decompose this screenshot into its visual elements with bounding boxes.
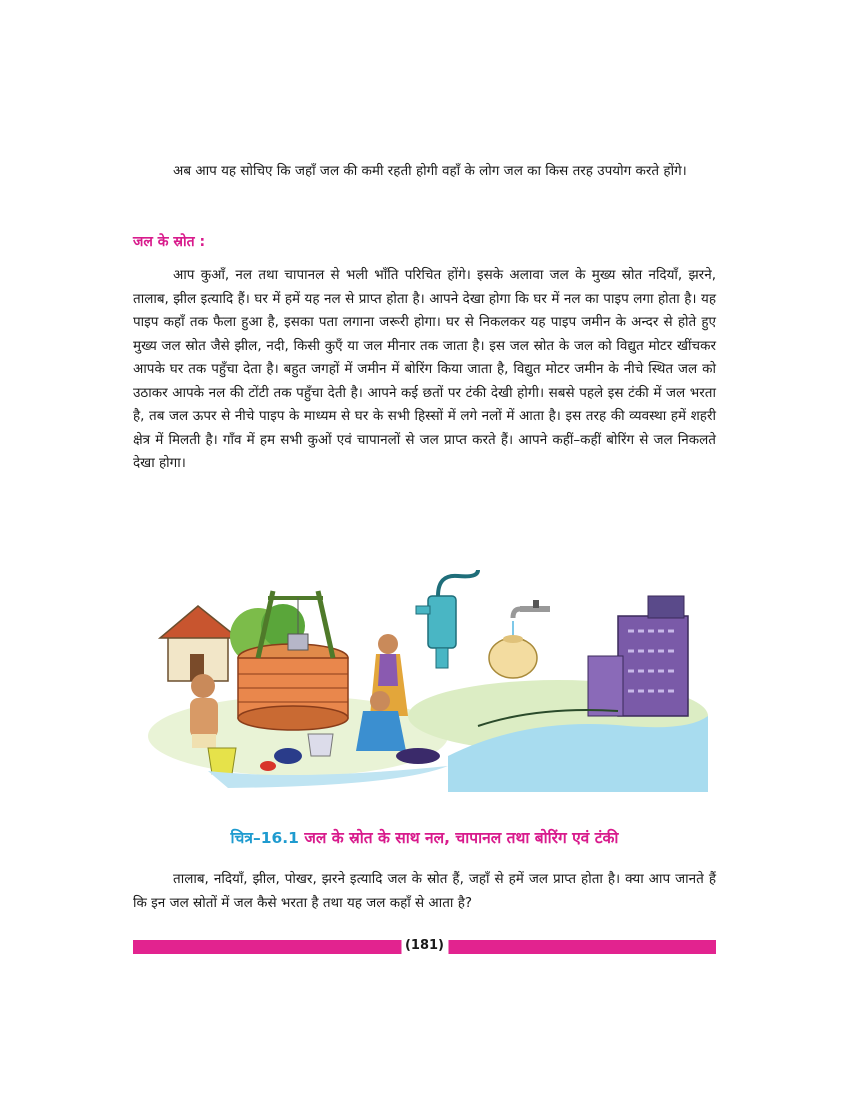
- water-sources-illustration: [148, 566, 708, 792]
- closing-paragraph: तालाब, नदियाँ, झील, पोखर, झरने इत्यादि जल के स्रोत हैं, जहाँ से हमें जल प्राप्त होता है। क्या आप जानते हैं कि इन जल स्रोतों में जल कैसे भरता है तथा यह जल कहाँ से आता है?: [133, 871, 716, 911]
- hut-icon: [160, 606, 238, 681]
- bathing-person-icon: [190, 674, 218, 748]
- section-heading: जल के स्रोत :: [133, 234, 206, 250]
- pot-icon: [489, 635, 537, 678]
- figure-caption-text: जल के स्रोत के साथ नल, चापानल तथा बोरिंग एवं टंकी: [304, 829, 619, 847]
- figure-caption-label: चित्र–16.1: [230, 829, 299, 847]
- hand-pump-icon: [416, 570, 478, 668]
- water-tank-building-icon: [588, 596, 688, 716]
- main-paragraph: आप कुआँ, नल तथा चापानल से भली भाँति परिचित होंगे। इसके अलावा जल के मुख्य स्रोत नदियाँ, झरने, तालाब, झील इत्यादि हैं। घर में हमें यह नल से प्राप्त होता है। आपने देखा होगा कि घर में नल का पाइप लगा होता है। यह पाइप कहाँ तक फैला हुआ है, इसका पता लगाना जरूरी होगा। घर से निकलकर यह पाइप जमीन के अन्दर से होते हुए मुख्य जल स्रोत जैसे झील, नदी, किसी कुएँ या जल मीनार तक जाता है। इस जल स्रोत के जल को विद्युत मोटर खींचकर आपके घर तक पहुँचा देता है। बहुत जगहों में जमीन में बोरिंग किया जाता है, विद्युत मोटर जमीन के नीचे स्थित जल को उठाकर आपके नल की टोंटी तक पहुँचा देती है। आपने कई छतों पर टंकी देखी होगी। सबसे पहले इस टंकी में जल भरता है, तब जल ऊपर से नीचे पाइप के माध्यम से घर के सभी हिस्सों में लगे नलों में आता है। इस तरह की व्यवस्था हमें शहरी क्षेत्र में मिलती है। गाँव में हम सभी कुओं एवं चापानलों से जल प्राप्त करते हैं। आपने कहीं–कहीं बोरिंग से जल निकलते देखा होगा।: [133, 267, 716, 471]
- tap-icon: [513, 600, 550, 636]
- figure-caption: [133, 826, 716, 848]
- intro-paragraph: अब आप यह सोचिए कि जहाँ जल की कमी रहती होगी वहाँ के लोग जल का किस तरह उपयोग करते होंगे।: [173, 163, 687, 179]
- footer-bar: [133, 940, 716, 954]
- page-number: (181): [401, 936, 448, 956]
